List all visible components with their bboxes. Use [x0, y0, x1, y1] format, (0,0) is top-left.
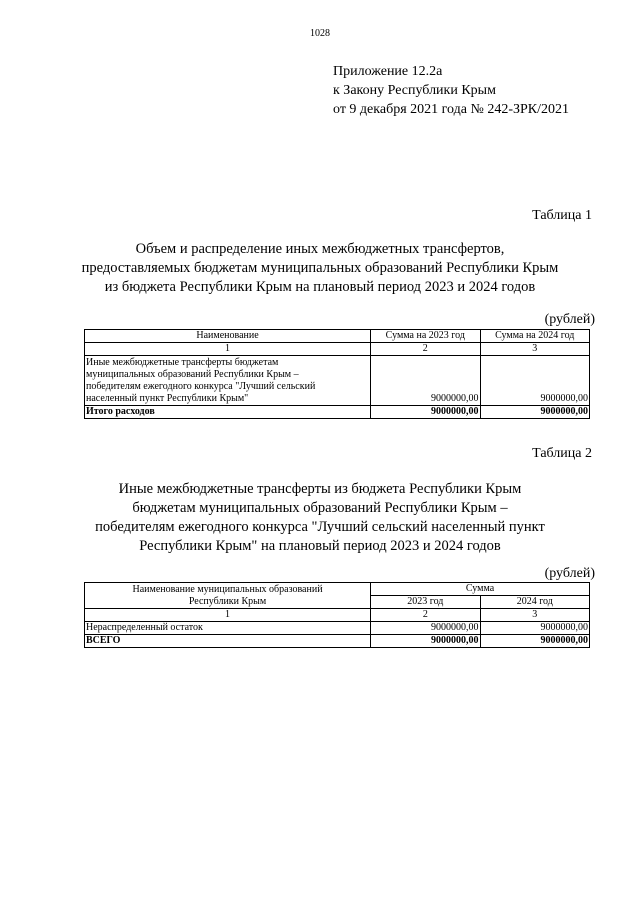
table2-header-row	[85, 583, 590, 596]
table1-label: Таблица 1	[532, 208, 592, 223]
table2-header-2024: 2024 год	[480, 596, 589, 609]
appendix-line-2: к Закону Республики Крым	[333, 83, 496, 98]
table1-row-2023: 9000000,00	[371, 356, 480, 406]
table2-label: Таблица 2	[532, 446, 592, 461]
table1-total-2024: 9000000,00	[480, 406, 589, 419]
table1-row-name-line: муниципальных образований Республики Крым –	[86, 369, 299, 380]
table1-total-row	[85, 406, 590, 419]
table2-total-2024: 9000000,00	[480, 635, 589, 648]
table2-units: (рублей)	[544, 566, 595, 581]
appendix-line-3: от 9 декабря 2021 года № 242-ЗРК/2021	[333, 102, 570, 117]
table1-colnum: 2	[371, 343, 480, 356]
table2-title-line: Иные межбюджетные трансферты из бюджета Республики Крым	[118, 481, 522, 497]
table2-colnum: 1	[85, 609, 371, 622]
table1-header-2023: Сумма на 2023 год	[371, 330, 480, 343]
table2-title	[60, 480, 580, 556]
table1-row-name-line: победителям ежегодного конкурса "Лучший сельский	[86, 381, 316, 392]
table1-title-line: из бюджета Республики Крым на плановый период 2023 и 2024 годов	[104, 279, 536, 295]
table2-total-row	[85, 635, 590, 648]
table1-row-name-line: Иные межбюджетные трансферты бюджетам	[86, 357, 279, 368]
table1-header-2024: Сумма на 2024 год	[480, 330, 589, 343]
table2-header-name	[85, 583, 371, 609]
table1-row-2024: 9000000,00	[480, 356, 589, 406]
table1	[84, 329, 590, 419]
table2-title-line: победителям ежегодного конкурса "Лучший сельский населенный пункт	[95, 519, 545, 535]
table2-colnum: 3	[480, 609, 589, 622]
table-row	[85, 622, 590, 635]
table1-title-line: Объем и распределение иных межбюджетных трансфертов,	[135, 241, 505, 257]
table-row	[85, 356, 590, 406]
table1-colnum: 3	[480, 343, 589, 356]
table2	[84, 582, 590, 648]
table2-header-2023: 2023 год	[371, 596, 480, 609]
table2-colnum-row	[85, 609, 590, 622]
table1-total-label: Итого расходов	[85, 406, 371, 419]
table1-units: (рублей)	[544, 312, 595, 327]
table2-header-name-line: Республики Крым	[188, 595, 267, 607]
table1-row-name-line: населенный пункт Республики Крым"	[86, 393, 249, 404]
table1-colnum: 1	[85, 343, 371, 356]
table1-header-name: Наименование	[85, 330, 371, 343]
table2-title-line: Республики Крым" на плановый период 2023 и 2024 годов	[139, 538, 501, 554]
table1-colnum-row	[85, 343, 590, 356]
table1-total-2023: 9000000,00	[371, 406, 480, 419]
table2-row-2024: 9000000,00	[480, 622, 589, 635]
table2-title-line: бюджетам муниципальных образований Республики Крым –	[132, 500, 508, 516]
appendix-header	[333, 62, 569, 119]
table2-total-2023: 9000000,00	[371, 635, 480, 648]
page-number: 1028	[310, 28, 330, 39]
table1-title	[60, 240, 580, 297]
table1-row-name	[85, 356, 371, 406]
table2-row-name: Нераспределенный остаток	[85, 622, 371, 635]
table2-total-label: ВСЕГО	[85, 635, 371, 648]
table1-header-row	[85, 330, 590, 343]
table2-row-2023: 9000000,00	[371, 622, 480, 635]
table1-title-line: предоставляемых бюджетам муниципальных образований Республики Крым	[81, 260, 559, 276]
appendix-line-1: Приложение 12.2а	[333, 64, 443, 79]
table2-header-name-line: Наименование муниципальных образований	[132, 583, 323, 595]
table2-colnum: 2	[371, 609, 480, 622]
table2-header-sum: Сумма	[371, 583, 590, 596]
